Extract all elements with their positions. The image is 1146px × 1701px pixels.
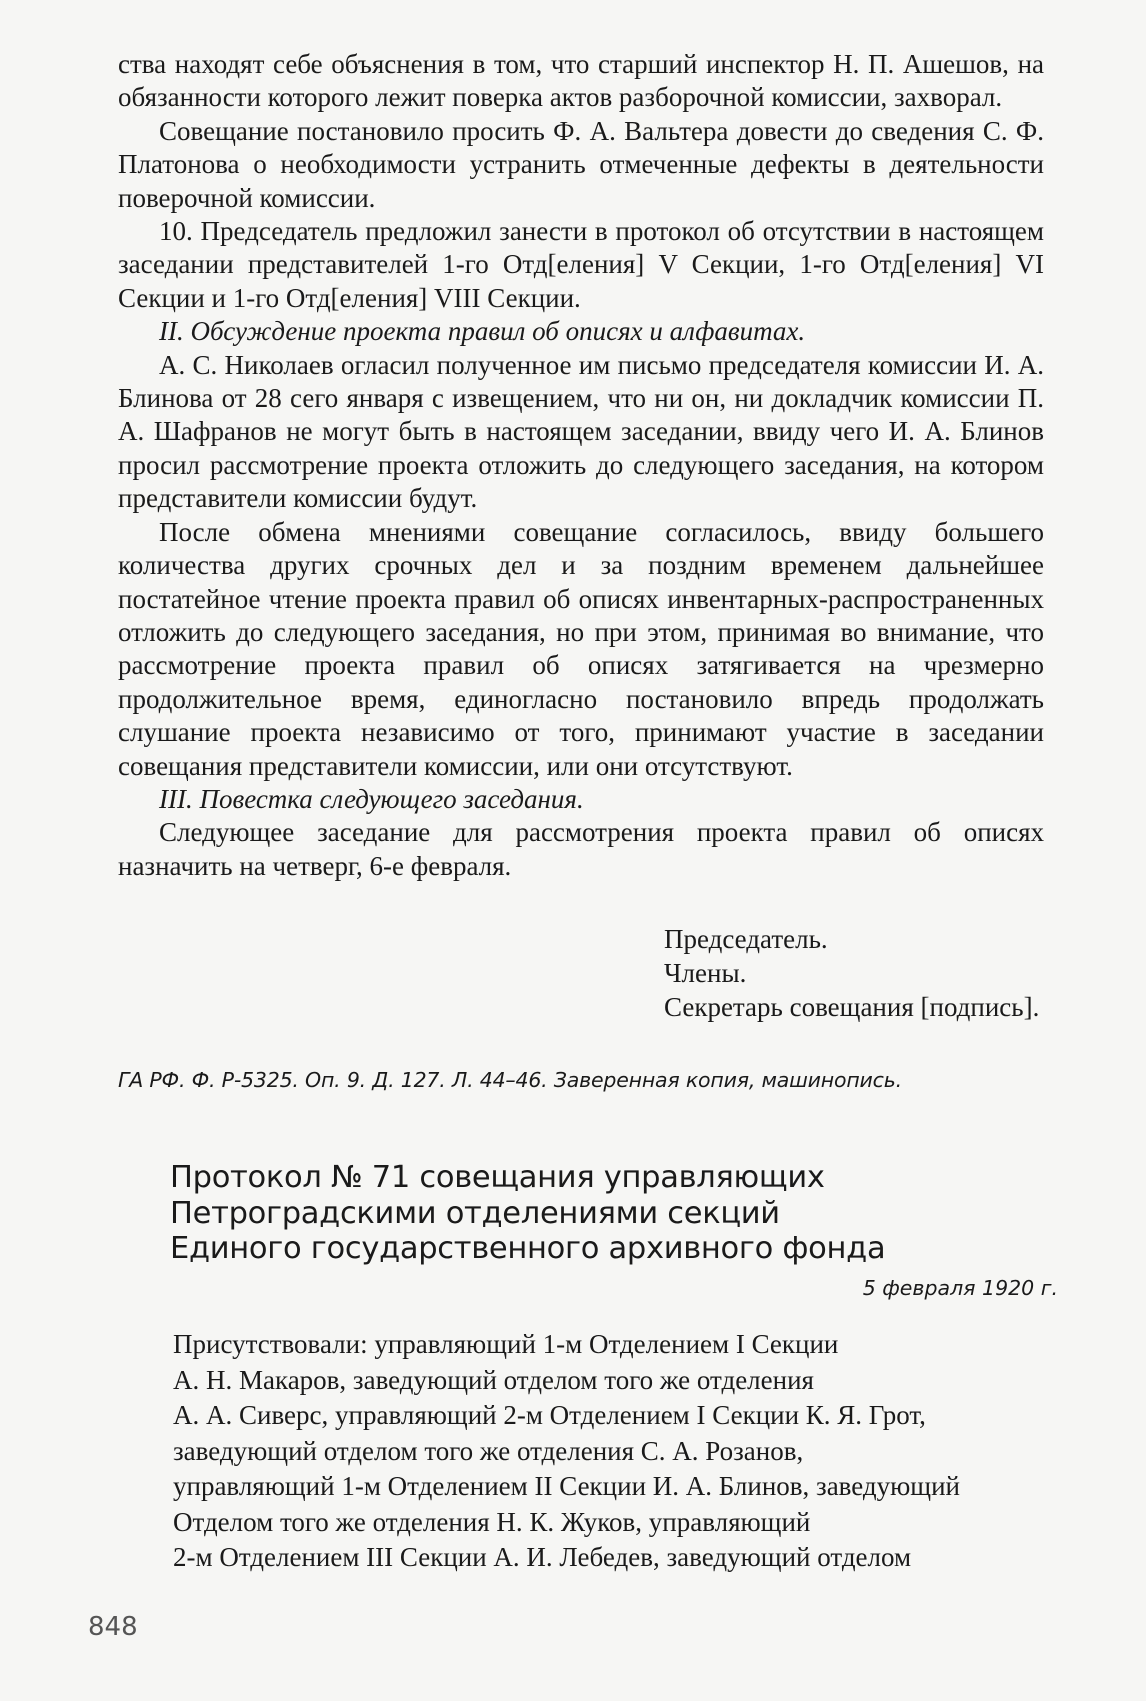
section-heading-3: III. Повестка следующего заседания. bbox=[159, 783, 584, 814]
signature-members: Члены. bbox=[664, 958, 747, 988]
attendance-line: 2-м Отделением III Секции А. И. Лебедев, заведующий отделом bbox=[173, 1542, 912, 1572]
heading-line: Единого государственного архивного фонда bbox=[170, 1231, 886, 1266]
paragraph-continuation: ства находят себе объяснения в том, что старший инспектор Н. П. Ашешов, на обязанности которого лежит поверка актов разборочной комиссии, захворал. bbox=[118, 49, 1044, 113]
attendance-line: Присутствовали: управляющий 1-м Отделением I Секции bbox=[173, 1329, 839, 1359]
paragraph-resolution: Совещание постановило просить Ф. А. Вальтера довести до сведения С. Ф. Платонова о необходимости устранить отмеченные дефекты в деятельности поверочной комиссии. bbox=[118, 115, 1044, 213]
attendance-line: А. А. Сиверс, управляющий 2-м Отделением I Секции К. Я. Грот, bbox=[173, 1400, 926, 1430]
body-text bbox=[118, 48, 1044, 883]
heading-line: Протокол № 71 совещания управляющих bbox=[170, 1160, 825, 1195]
attendance-line: управляющий 1-м Отделением II Секции И. А. Блинов, заведующий bbox=[173, 1471, 960, 1501]
paragraph-discussion: После обмена мнениями совещание согласилось, ввиду большего количества других срочных дел и за поздним временем дальнейшее постатейное чтение проекта правил об описях инвентарных-распространенных отложить до следующего заседания, но при этом, принимая во внимание, что рассмотрение проекта правил об описях затягивается на чрезмерно продолжительное время, единогласно постановило впредь продолжать слушание проекта независимо от того, принимают участие в заседании совещания представители комиссии, или они отсутствуют. bbox=[118, 516, 1044, 781]
paragraph-letter: А. С. Николаев огласил полученное им письмо председателя комиссии И. А. Блинова от 28 сего января с извещением, что ни он, ни докладчик комиссии П. А. Шафранов не могут быть в настоящем заседании, ввиду чего И. А. Блинов просил рассмотрение проекта отложить до следующего заседания, на котором представители комиссии будут. bbox=[118, 349, 1044, 514]
document-date: 5 февраля 1920 г. bbox=[862, 1276, 1058, 1300]
section-heading-2: II. Обсуждение проекта правил об описях и алфавитах. bbox=[159, 316, 806, 347]
attendance-line: заведующий отделом того же отделения С. А. Розанов, bbox=[173, 1435, 804, 1466]
paragraph-next-meeting: Следующее заседание для рассмотрения проекта правил об описях назначить на четверг, 6-е февраля. bbox=[118, 817, 1044, 881]
page-number: 848 bbox=[88, 1612, 138, 1642]
attendance-line: Отделом того же отделения Н. К. Жуков, управляющий bbox=[173, 1506, 811, 1537]
signature-block bbox=[664, 922, 1039, 1024]
signature-secretary: Секретарь совещания [подпись]. bbox=[664, 992, 1040, 1022]
document-heading bbox=[170, 1160, 885, 1267]
signature-chair: Председатель. bbox=[664, 924, 828, 954]
heading-line: Петроградскими отделениями секций bbox=[170, 1195, 780, 1231]
attendance-list bbox=[173, 1327, 960, 1576]
attendance-line: А. Н. Макаров, заведующий отделом того же отделения bbox=[173, 1364, 814, 1395]
archive-source-citation: ГА РФ. Ф. Р-5325. Оп. 9. Д. 127. Л. 44–46. Заверенная копия, машинопись. bbox=[118, 1068, 902, 1092]
paragraph-item-10: 10. Председатель предложил занести в протокол об отсутствии в настоящем заседании представителей 1-го Отд[еления] V Секции, 1-го Отд[еления] VI Секции и 1-го Отд[еления] VIII Секции. bbox=[118, 216, 1044, 313]
